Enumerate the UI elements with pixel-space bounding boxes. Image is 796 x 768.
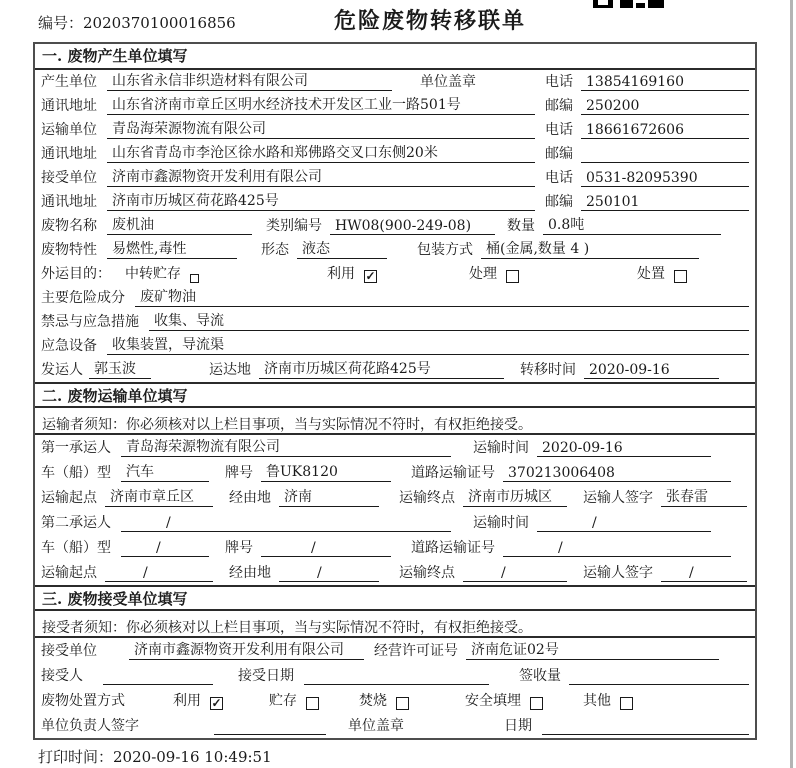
transporter-value: 青岛海荣源物流有限公司 xyxy=(107,118,535,139)
signature-label: 运输人签字 xyxy=(583,565,653,581)
purpose-treat-checkbox xyxy=(506,270,519,283)
packaging-value: 桶(金属,数量 4 ) xyxy=(481,238,699,259)
disposal-landfill-checkbox xyxy=(530,697,543,710)
disposal-other-checkbox xyxy=(620,697,633,710)
transporter-notice: 运输者须知：你必须核对以上栏目事项，当与实际情况不符时，有权拒绝接受。 xyxy=(35,408,755,435)
carrier1-row xyxy=(35,435,755,460)
vehicle-label: 车（船）型 xyxy=(41,465,111,481)
carrier1-vehicle-row xyxy=(35,460,755,485)
carrier1-plate-value: 鲁UK8120 xyxy=(261,461,391,482)
receiver-label: 接受单位 xyxy=(41,170,97,186)
equipment-label: 应急设备 xyxy=(41,338,97,354)
page-title: 危险废物转移联单 xyxy=(333,8,527,34)
head-signature-row xyxy=(35,713,755,738)
zip-label: 邮编 xyxy=(545,98,573,114)
transporter-address-value: 山东省青岛市李沧区徐水路和郑佛路交叉口东侧20米 xyxy=(107,142,535,163)
head-signature-label: 单位负责人签字 xyxy=(41,718,139,734)
signature-label: 运输人签字 xyxy=(583,490,653,506)
carrier2-signature-value: / xyxy=(661,565,747,582)
consignor-value: 郭玉波 xyxy=(89,358,151,379)
property-label: 废物特性 xyxy=(41,242,97,258)
receiver-address-row xyxy=(35,190,755,214)
terminus-label: 运输终点 xyxy=(399,490,455,506)
date-value xyxy=(542,734,749,735)
carrier1-signature-value: 张春雷 xyxy=(661,486,747,507)
carrier2-origin-value: / xyxy=(105,565,213,582)
carrier1-route-row xyxy=(35,485,755,510)
producer-seal-label: 单位盖章 xyxy=(420,74,476,90)
plate-label: 牌号 xyxy=(225,540,253,556)
qr-block xyxy=(636,3,645,8)
date-label: 日期 xyxy=(504,718,532,734)
transporter-phone-label: 电话 xyxy=(545,122,573,138)
purpose-treat-label: 处理 xyxy=(469,266,497,282)
consignor-label: 发运人 xyxy=(41,362,83,378)
recipient-value xyxy=(103,684,213,685)
serial-label: 编号： xyxy=(38,14,84,32)
waste-name-value: 废机油 xyxy=(107,214,252,235)
emergency-row xyxy=(35,310,755,334)
transport-time-label: 运输时间 xyxy=(473,515,529,531)
producer-label: 产生单位 xyxy=(41,74,97,90)
receive-date-value xyxy=(304,684,489,685)
accept-unit-row xyxy=(35,638,755,663)
emergency-label: 禁忌与应急措施 xyxy=(41,314,139,330)
carrier1-label: 第一承运人 xyxy=(41,440,111,456)
receiver-notice: 接受者须知：你必须核对以上栏目事项，当与实际情况不符时，有权拒绝接受。 xyxy=(35,611,755,638)
permit-label: 经营许可证号 xyxy=(374,643,458,659)
qr-block xyxy=(648,0,664,8)
transporter-label: 运输单位 xyxy=(41,122,97,138)
equipment-row xyxy=(35,334,755,358)
transport-time-label: 运输时间 xyxy=(473,440,529,456)
hazard-value: 废矿物油 xyxy=(135,286,749,307)
form-value: 液态 xyxy=(297,238,387,259)
carrier1-origin-value: 济南市章丘区 xyxy=(105,486,213,507)
serial-row xyxy=(38,12,236,33)
address-label: 通讯地址 xyxy=(41,98,97,114)
disposal-other-label: 其他 xyxy=(583,693,611,709)
receive-date-label: 接受日期 xyxy=(238,668,294,684)
disposal-label: 废物处置方式 xyxy=(41,693,125,709)
equipment-value: 收集装置，导流渠 xyxy=(107,334,749,355)
packaging-label: 包装方式 xyxy=(417,242,473,258)
hazard-label: 主要危险成分 xyxy=(41,290,125,306)
carrier2-row xyxy=(35,510,755,535)
via-label: 经由地 xyxy=(229,490,271,506)
receiver-value: 济南市鑫源物资开发利用有限公司 xyxy=(107,166,535,187)
purpose-label: 外运目的： xyxy=(41,266,111,282)
origin-label: 运输起点 xyxy=(41,565,97,581)
destination-value: 济南市历城区荷花路425号 xyxy=(259,358,504,379)
recipient-label: 接受人 xyxy=(41,668,83,684)
accept-unit-label: 接受单位 xyxy=(41,643,97,659)
producer-zip-value: 250200 xyxy=(581,98,749,115)
qr-block xyxy=(620,0,633,8)
terminus-label: 运输终点 xyxy=(399,565,455,581)
plate-label: 牌号 xyxy=(225,465,253,481)
disposal-burn-label: 焚烧 xyxy=(359,693,387,709)
carrier2-time-value: / xyxy=(537,515,711,532)
transporter-zip-value xyxy=(581,162,749,163)
disposal-row xyxy=(35,688,755,713)
purpose-transfer-label: 中转贮存 xyxy=(125,266,181,282)
received-amount-value xyxy=(569,684,749,685)
disposal-use-checkbox: ✓ xyxy=(211,696,222,710)
carrier1-time-value: 2020-09-16 xyxy=(537,440,711,457)
transporter-row xyxy=(35,118,755,142)
carrier1-via-value: 济南 xyxy=(279,486,379,507)
carrier1-value: 青岛海荣源物流有限公司 xyxy=(121,436,451,457)
waste-name-row xyxy=(35,214,755,238)
purpose-transfer-checkbox xyxy=(190,274,199,283)
producer-row xyxy=(35,70,755,94)
carrier1-vehicle-value: 汽车 xyxy=(121,461,209,482)
carrier2-road-permit-value: / xyxy=(503,540,731,557)
road-permit-label: 道路运输证号 xyxy=(411,465,495,481)
qr-code-fragment xyxy=(593,0,664,8)
property-value: 易燃性,毒性 xyxy=(107,238,237,259)
disposal-landfill-label: 安全填埋 xyxy=(465,693,521,709)
section3-header: 三. 废物接受单位填写 xyxy=(35,585,755,611)
purpose-row xyxy=(35,262,755,286)
carrier2-label: 第二承运人 xyxy=(41,515,111,531)
disposal-store-checkbox xyxy=(306,697,319,710)
zip-label: 邮编 xyxy=(545,194,573,210)
address-label: 通讯地址 xyxy=(41,146,97,162)
carrier2-via-value: / xyxy=(279,565,379,582)
carrier2-route-row xyxy=(35,560,755,585)
emergency-value: 收集、导流 xyxy=(149,310,749,331)
disposal-burn-checkbox xyxy=(396,697,409,710)
head-signature-value xyxy=(214,734,326,735)
manifest-form xyxy=(33,42,757,740)
consignor-row xyxy=(35,358,755,382)
waste-property-row xyxy=(35,238,755,262)
hazard-row xyxy=(35,286,755,310)
print-time-value: 2020-09-16 10:49:51 xyxy=(113,748,272,766)
section1-header: 一. 废物产生单位填写 xyxy=(35,44,755,70)
waste-name-label: 废物名称 xyxy=(41,218,97,234)
quantity-label: 数量 xyxy=(507,218,535,234)
permit-value: 济南危证02号 xyxy=(466,639,719,660)
disposal-store-label: 贮存 xyxy=(269,693,297,709)
carrier2-vehicle-row xyxy=(35,535,755,560)
road-permit-label: 道路运输证号 xyxy=(411,540,495,556)
purpose-dispose-checkbox xyxy=(674,270,687,283)
receiver-phone-label: 电话 xyxy=(545,170,573,186)
receiver-address-value: 济南市历城区荷花路425号 xyxy=(107,190,535,211)
carrier1-terminus-value: 济南市历城区 xyxy=(463,486,567,507)
producer-address-value: 山东省济南市章丘区明水经济技术开发区工业一路501号 xyxy=(107,94,535,115)
receiver-phone-value: 0531-82095390 xyxy=(581,170,749,187)
recipient-row xyxy=(35,663,755,688)
print-time-label: 打印时间： xyxy=(38,748,114,766)
transporter-phone-value: 18661672606 xyxy=(581,122,749,139)
producer-phone-value: 13854169160 xyxy=(581,74,749,91)
receiver-row xyxy=(35,166,755,190)
carrier1-road-permit-value: 370213006408 xyxy=(503,465,731,482)
via-label: 经由地 xyxy=(229,565,271,581)
vehicle-label: 车（船）型 xyxy=(41,540,111,556)
producer-address-row xyxy=(35,94,755,118)
address-label: 通讯地址 xyxy=(41,194,97,210)
purpose-dispose-label: 处置 xyxy=(637,266,665,282)
purpose-use-checkbox: ✓ xyxy=(365,269,376,283)
category-label: 类别编号 xyxy=(266,218,322,234)
quantity-value: 0.8吨 xyxy=(543,214,721,235)
producer-value: 山东省永信非织造材料有限公司 xyxy=(107,70,392,91)
accept-unit-value: 济南市鑫源物资开发利用有限公司 xyxy=(129,639,364,660)
received-amount-label: 签收量 xyxy=(519,668,561,684)
zip-label: 邮编 xyxy=(545,146,573,162)
carrier2-plate-value: / xyxy=(261,540,391,557)
origin-label: 运输起点 xyxy=(41,490,97,506)
print-time-row xyxy=(38,746,272,767)
page-edge-line xyxy=(790,0,793,768)
carrier2-value: / xyxy=(121,515,451,532)
carrier2-vehicle-value: / xyxy=(121,540,209,557)
purpose-use-label: 利用 xyxy=(327,266,355,282)
transporter-address-row xyxy=(35,142,755,166)
carrier2-terminus-value: / xyxy=(463,565,567,582)
producer-phone-label: 电话 xyxy=(545,74,573,90)
receiver-zip-value: 250101 xyxy=(581,194,749,211)
form-label: 形态 xyxy=(261,242,289,258)
disposal-use-label: 利用 xyxy=(173,693,201,709)
transfer-time-value: 2020-09-16 xyxy=(584,362,719,379)
unit-seal-label: 单位盖章 xyxy=(348,718,404,734)
qr-block xyxy=(593,0,613,8)
destination-label: 运达地 xyxy=(209,362,251,378)
category-value: HW08(900-249-08) xyxy=(330,218,495,235)
section2-header: 二. 废物运输单位填写 xyxy=(35,382,755,408)
serial-number: 2020370100016856 xyxy=(83,14,236,32)
transfer-time-label: 转移时间 xyxy=(520,362,576,378)
